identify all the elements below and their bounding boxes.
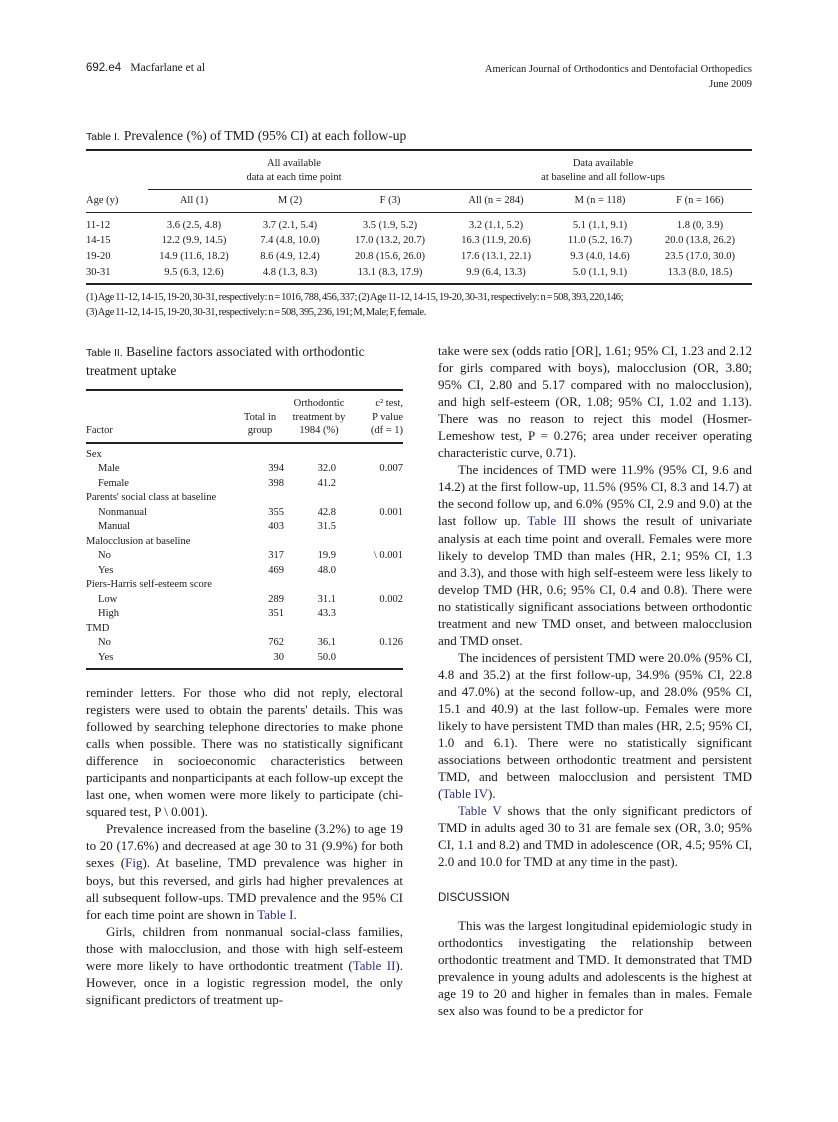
table-2	[86, 343, 403, 670]
paragraph	[438, 649, 752, 802]
table-cell: 3.2 (1.1, 5.2)	[468, 219, 524, 231]
table-row	[86, 651, 403, 666]
running-header-left	[86, 62, 205, 74]
table-cell: Manual	[98, 521, 131, 532]
table-cell: 469	[268, 564, 284, 576]
table-cell: 20.0 (13.8, 26.2)	[665, 235, 735, 247]
table-cell: Piers-Harris self-esteem score	[86, 579, 212, 590]
table-cell: 403	[268, 521, 284, 532]
text: Data available	[572, 158, 634, 169]
text: Girls, children from nonmanual social-class families, those with malocclusion, and those with high self-esteem were more likely to have orthodontic treatment (	[86, 923, 403, 973]
journal-name: American Journal of Orthodontics and Dentofacial Orthopedics	[484, 64, 752, 75]
table-cell: 19-20	[86, 250, 111, 262]
text: (df = 1)	[370, 425, 403, 436]
table-row	[86, 564, 403, 579]
table-cell: 0.001	[379, 506, 403, 518]
text: ). However, once in a logistic regression model, the only significant predictors of treatment up-	[86, 957, 403, 1007]
table-cell: 13.3 (8.0, 18.5)	[667, 266, 733, 278]
table-cell: 317	[268, 550, 284, 561]
table-cell: 31.5	[317, 521, 336, 532]
table-2-header-row	[86, 391, 403, 443]
table-cell: High	[98, 608, 119, 619]
table-cell: Yes	[98, 564, 114, 576]
table-cell: Sex	[86, 448, 102, 460]
table-cell: 5.0 (1.1, 9.1)	[572, 266, 628, 278]
table-1-header-row	[86, 190, 752, 213]
table-cell: \ 0.001	[373, 550, 403, 561]
table-cell: 43.3	[317, 608, 336, 619]
text	[86, 283, 752, 285]
right-column-text	[438, 342, 752, 1019]
table-cell: 0.126	[379, 637, 403, 648]
table-cell: 23.5 (17.0, 30.0)	[665, 250, 735, 262]
table-row	[86, 593, 403, 608]
paragraph: reminder letters. For those who did not reply, electoral registers were used to obtain the parents' details. This was followed by searching telephone directories to make phone calls when possible. There was no statistically significant difference in socioeconomic characteristics between participants and nonparticipants at each follow-up except the last one, when women were more likely to participate (chi-squared test, P \ 0.001).	[86, 685, 403, 820]
text: The incidences of TMD were 11.9% (95% CI, 9.6 and 14.2) at the first follow-up, 11.5% (95% CI, 8.3 and 14.7) at the second follow up, and 6.0% (95% CI, 2.9 and 9.0) at the last follow up.	[438, 462, 752, 529]
text: group	[247, 425, 273, 436]
group-header-all-available	[148, 151, 440, 190]
table-cell: 8.6 (4.9, 12.4)	[260, 250, 320, 262]
running-header-right	[485, 62, 752, 92]
text	[86, 668, 403, 670]
section-heading-discussion: DISCUSSION	[438, 892, 510, 905]
table-cell: Male	[98, 463, 120, 474]
col-header: All (n = 284)	[468, 194, 524, 206]
text: treatment by	[292, 411, 346, 423]
table-cell: 1.8 (0, 3.9)	[676, 219, 724, 231]
table-row	[86, 520, 403, 535]
table-cell: Low	[98, 593, 118, 605]
table-cell	[86, 151, 148, 190]
table-cell: 42.8	[317, 506, 336, 518]
table-cell: 11.0 (5.2, 16.7)	[567, 235, 633, 247]
table-cell: 0.002	[379, 593, 403, 605]
group-row	[86, 622, 403, 637]
table-cell	[284, 391, 354, 443]
text: P value	[372, 411, 403, 423]
table-cell: Yes	[98, 651, 114, 663]
col-header: M (2)	[277, 194, 303, 206]
table-cell: 19.9	[317, 550, 336, 561]
table-cell: TMD	[86, 622, 110, 634]
table-cell	[354, 520, 403, 535]
group-row	[86, 491, 403, 506]
table-cell: 9.9 (6.4, 13.3)	[466, 266, 526, 278]
paragraph	[438, 461, 752, 649]
group-row	[86, 448, 403, 463]
table-cell	[354, 607, 403, 622]
table-cell: 0.007	[379, 463, 403, 474]
table-cell: 7.4 (4.8, 10.0)	[260, 235, 320, 247]
table-cell: No	[98, 637, 111, 648]
table-cell: 48.0	[317, 564, 336, 576]
table-row	[86, 218, 752, 234]
table-5-link[interactable]: Table V	[458, 803, 502, 819]
table-row	[86, 549, 403, 564]
table-cell	[354, 477, 403, 492]
table-row	[86, 477, 403, 492]
text	[86, 151, 752, 280]
text: shows that the only significant predictors of TMD in adults aged 30 to 31 are female sex (OR, 3.0; 95% CI, 1.1 and 8.2) and TMD in adolescence (OR, 4.5; 95% CI, 2.0 and 10.0 for TMD at any time in the past).	[438, 803, 752, 870]
text: Prevalence increased from the baseline (3.2%) to age 19 to 20 (17.6%) and decreased at age 30 to 31 (9.9%) for both sexes (	[86, 821, 403, 871]
table-row	[86, 233, 752, 249]
table-2-link[interactable]: Table II	[352, 957, 396, 973]
text: All available	[267, 158, 321, 169]
table-cell: 31.1	[317, 593, 336, 605]
group-row	[86, 578, 403, 593]
table-row	[86, 636, 403, 651]
table-cell: 17.6 (13.1, 22.1)	[461, 250, 531, 262]
table-cell: 11-12	[86, 219, 111, 231]
table-cell: 13.1 (8.3, 17.9)	[357, 266, 423, 278]
table-2-caption	[86, 343, 403, 379]
table-cell: 351	[268, 608, 284, 619]
table-cell: 32.0	[317, 463, 336, 474]
table-row	[86, 462, 403, 477]
table-cell: 762	[268, 637, 284, 648]
table-1-caption	[86, 127, 752, 145]
table-1-label: Table I.	[86, 131, 120, 143]
table-row	[86, 607, 403, 622]
text: ). At baseline, TMD prevalence was higher in boys, but this reversed, and girls had higher prevalences at all subsequent follow-ups. TMD prevalence and the 95% CI for each time point are shown in	[86, 855, 403, 922]
table-row	[86, 265, 752, 281]
table-4-link[interactable]: Table IV	[442, 786, 488, 802]
table-cell	[354, 651, 403, 666]
text: .	[293, 906, 297, 922]
table-cell: Factor	[86, 425, 113, 436]
col-header: All (1)	[179, 194, 209, 206]
paragraph	[438, 802, 752, 870]
table-1-footnote	[86, 290, 752, 320]
table-cell: 12.2 (9.9, 14.5)	[161, 235, 227, 247]
table-cell: 9.3 (4.0, 14.6)	[570, 250, 630, 262]
col-header: M (n = 118)	[574, 194, 626, 206]
table-cell: No	[98, 550, 111, 561]
table-cell	[354, 564, 403, 579]
text: Total in	[243, 411, 277, 423]
table-3-link[interactable]: Table III	[527, 513, 577, 529]
table-cell: 398	[268, 477, 284, 489]
table-cell: 9.5 (6.3, 12.6)	[164, 266, 224, 278]
text: The incidences of persistent TMD were 20.0% (95% CI, 4.8 and 35.2) at the first follow-up, 34.9% (95% CI, 22.8 and 47.0%) at the second follow-up, and 28.0% (95% CI, 15.1 and 40.9) at the last follow-up. Females were more likely to have persistent TMD than males (HR, 2.5; 95% CI, 1.0 and 6.1). There were no statistically significant associations between orthodontic treatment and persistent TMD, and between malocclusion and persistent TMD (	[438, 649, 752, 802]
table-cell: 41.2	[317, 477, 336, 489]
table-1-link[interactable]: Table I	[257, 906, 294, 922]
table-cell: 14.9 (11.6, 18.2)	[159, 250, 229, 262]
table-cell: 36.1	[317, 637, 336, 648]
table-1-title: Prevalence (%) of TMD (95% CI) at each follow-up	[123, 128, 407, 143]
table-cell: 3.6 (2.5, 4.8)	[166, 219, 222, 231]
table-cell	[236, 391, 284, 443]
text: Orthodontic	[293, 398, 345, 409]
paragraph	[86, 923, 403, 1008]
paragraph: This was the largest longitudinal epidemiologic study in orthodontics investigating the relationship between orthodontic treatment and TMD. It demonstrated that TMD prevalence in young adults and adolescents is the highest at age 19 to 20 and higher in females than in males. Female sex also was found to be a predictor for	[438, 917, 752, 1018]
table-cell: 3.5 (1.9, 5.2)	[362, 219, 418, 231]
table-cell: 355	[268, 506, 284, 518]
table-cell: 17.0 (13.2, 20.7)	[355, 235, 425, 247]
table-cell: Nonmanual	[98, 506, 147, 518]
paragraph	[86, 820, 403, 922]
text	[86, 151, 752, 190]
text: at baseline and all follow-ups	[541, 172, 665, 183]
table-cell: Female	[98, 477, 129, 489]
table-2-title: Baseline factors associated with orthodontic treatment uptake	[86, 344, 365, 378]
text: c² test,	[375, 398, 403, 409]
table-cell: 5.1 (1.1, 9.1)	[572, 219, 628, 231]
text: shows the result of univariate analysis at each time point and overall. Females were more likely to develop TMD than males (HR, 2.1; 95% CI, 1.3 and 3.3), and those with high self-esteem were less likely to develop TMD (HR, 0.6; 95% CI, 0.4 and 0.8). There were no statistically significant associations between orthodontic treatment and new TMD onset, and between malocclusion and TMD onset.	[438, 513, 752, 648]
table-cell: Malocclusion at baseline	[86, 535, 191, 547]
table-cell	[354, 391, 403, 443]
text: data at each time point	[246, 172, 342, 183]
col-header: F (3)	[379, 194, 401, 206]
text: ).	[488, 786, 496, 802]
issue-date: June 2009	[709, 79, 752, 90]
page-number: 692.e4	[86, 62, 122, 74]
col-header: Age (y)	[86, 194, 119, 206]
table-cell: 4.8 (1.3, 8.3)	[262, 266, 318, 278]
table-2-label: Table II.	[86, 347, 123, 359]
table-cell: 16.3 (11.9, 20.6)	[461, 235, 531, 247]
table-cell: Parents' social class at baseline	[86, 492, 217, 503]
text	[86, 151, 752, 280]
table-cell: 20.8 (15.6, 26.0)	[355, 250, 425, 262]
authors: Macfarlane et al	[130, 62, 206, 74]
group-header-baseline-followups	[440, 151, 752, 190]
table-cell: 30	[273, 651, 284, 663]
table-row	[86, 249, 752, 265]
table-cell: 3.7 (2.1, 5.4)	[262, 219, 318, 231]
table-cell: 50.0	[317, 651, 336, 663]
text: 1984 (%)	[299, 425, 339, 436]
table-cell: 394	[268, 463, 284, 474]
table-cell: 30-31	[86, 266, 111, 278]
table-cell: 289	[268, 593, 284, 605]
text: (3) Age 11-12, 14-15, 19-20, 30-31, respectively: n = 508, 395, 236, 191; M, Male; F, female.	[86, 307, 426, 319]
fig-link[interactable]: Fig	[125, 855, 143, 871]
table-1	[86, 127, 752, 320]
table-row	[86, 506, 403, 521]
text	[86, 391, 403, 665]
group-row	[86, 535, 403, 550]
col-header: F (n = 166)	[676, 194, 724, 206]
paragraph: take were sex (odds ratio [OR], 1.61; 95% CI, 1.23 and 2.12 for girls compared with boys), malocclusion (OR, 3.80; 95% CI, 2.80 and 5.17 compared with no malocclusion), and high self-esteem (OR, 1.08; 95% CI, 1.02 and 1.13). There was no reason to reject this model (Hosmer-Lemeshow test, P = 0.276; area under receiver operating characteristic curve, 0.71).	[438, 343, 752, 461]
table-cell: 14-15	[86, 235, 111, 247]
left-column-text	[86, 684, 403, 1008]
text: (1) Age 11-12, 14-15, 19-20, 30-31, respectively: n = 1016, 788, 456, 337; (2) Age 11-12, 14-15, 19-20, 30-31, respectively: n = 508, 393, 220,146;	[86, 292, 624, 304]
text	[86, 391, 403, 665]
